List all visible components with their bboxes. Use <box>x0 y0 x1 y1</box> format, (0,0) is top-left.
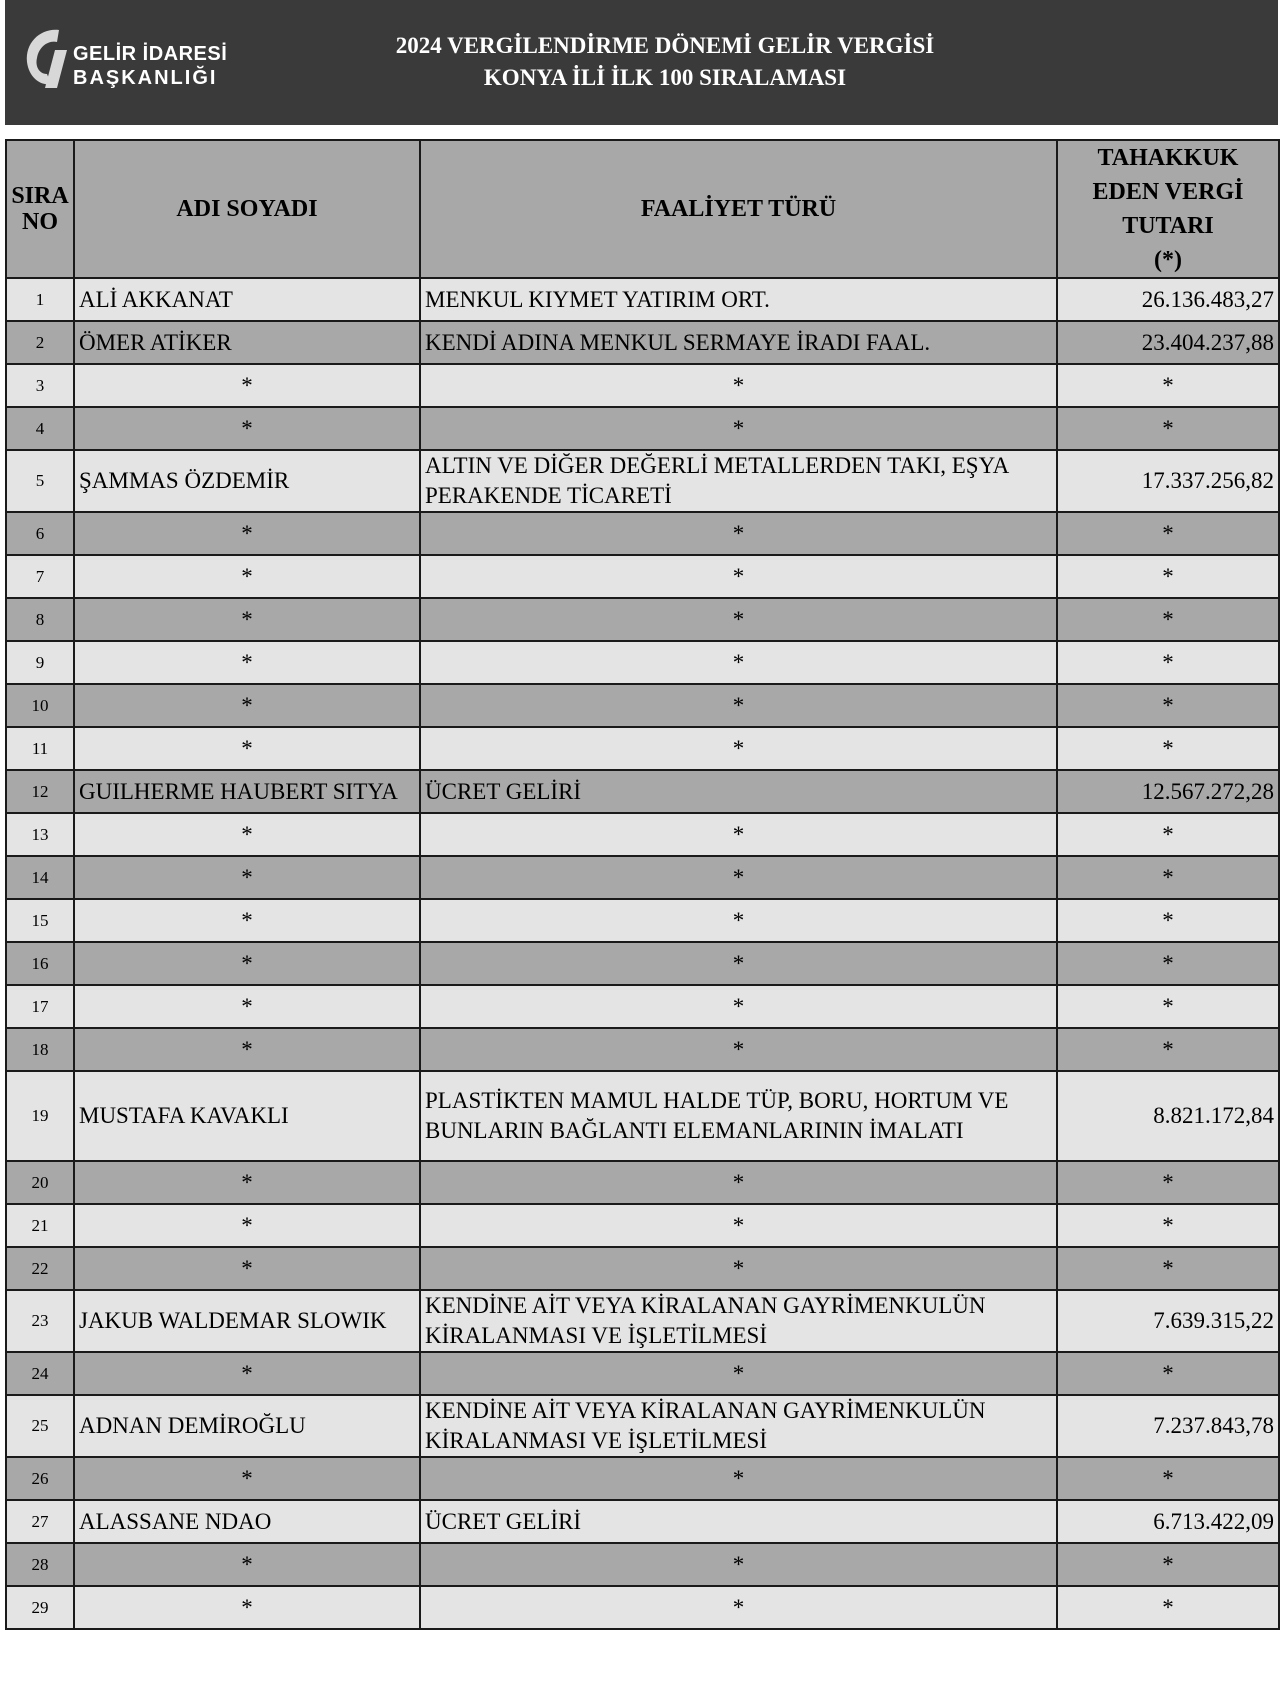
table-row <box>6 555 1279 598</box>
table-row <box>6 899 1279 942</box>
table-row <box>6 856 1279 899</box>
activity-cell: * <box>420 899 1057 942</box>
amount-cell: * <box>1057 641 1279 684</box>
rank-cell: 13 <box>6 813 74 856</box>
table-row <box>6 1247 1279 1290</box>
table-row <box>6 1457 1279 1500</box>
column-header-amount <box>1057 140 1279 278</box>
activity-cell: * <box>420 942 1057 985</box>
table-row <box>6 450 1279 512</box>
table-row <box>6 684 1279 727</box>
page-title <box>305 30 1025 94</box>
name-cell: * <box>74 942 420 985</box>
table-row <box>6 1543 1279 1586</box>
table-row <box>6 985 1279 1028</box>
activity-cell: * <box>420 555 1057 598</box>
amount-cell: * <box>1057 555 1279 598</box>
activity-cell: KENDİNE AİT VEYA KİRALANAN GAYRİMENKULÜN KİRALANMASI VE İŞLETİLMESİ <box>420 1290 1057 1352</box>
column-header-amount-line-4: (*) <box>1154 247 1182 273</box>
rank-cell: 17 <box>6 985 74 1028</box>
activity-cell: * <box>420 407 1057 450</box>
activity-cell: KENDİ ADINA MENKUL SERMAYE İRADI FAAL. <box>420 321 1057 364</box>
amount-cell: * <box>1057 1028 1279 1071</box>
activity-cell: MENKUL KIYMET YATIRIM ORT. <box>420 278 1057 321</box>
activity-cell: * <box>420 1247 1057 1290</box>
name-cell: * <box>74 1247 420 1290</box>
amount-cell: * <box>1057 1247 1279 1290</box>
activity-cell: * <box>420 1586 1057 1629</box>
rank-cell: 11 <box>6 727 74 770</box>
table-row <box>6 727 1279 770</box>
rank-cell: 29 <box>6 1586 74 1629</box>
activity-cell: * <box>420 1543 1057 1586</box>
table-row <box>6 1071 1279 1161</box>
name-cell: * <box>74 598 420 641</box>
table-row <box>6 407 1279 450</box>
amount-cell: * <box>1057 1352 1279 1395</box>
rank-cell: 10 <box>6 684 74 727</box>
rank-cell: 7 <box>6 555 74 598</box>
name-cell: ALASSANE NDAO <box>74 1500 420 1543</box>
table-row <box>6 641 1279 684</box>
amount-cell: * <box>1057 1543 1279 1586</box>
rank-cell: 25 <box>6 1395 74 1457</box>
table-row <box>6 512 1279 555</box>
column-header-no-line-2: NO <box>22 209 58 235</box>
amount-cell: * <box>1057 407 1279 450</box>
table-body <box>6 278 1279 1629</box>
activity-cell: ÜCRET GELİRİ <box>420 1500 1057 1543</box>
name-cell: ADNAN DEMİROĞLU <box>74 1395 420 1457</box>
rank-cell: 28 <box>6 1543 74 1586</box>
amount-cell: * <box>1057 364 1279 407</box>
amount-cell: * <box>1057 512 1279 555</box>
activity-cell: * <box>420 985 1057 1028</box>
table-header-row <box>6 140 1279 278</box>
rank-cell: 14 <box>6 856 74 899</box>
column-header-name: ADI SOYADI <box>74 140 420 278</box>
rank-cell: 9 <box>6 641 74 684</box>
column-header-no <box>6 140 74 278</box>
table-row <box>6 1028 1279 1071</box>
logo-line-1: GELİR İDARESİ <box>73 43 228 65</box>
gib-logo <box>21 26 228 96</box>
rank-cell: 26 <box>6 1457 74 1500</box>
table-row <box>6 1352 1279 1395</box>
amount-cell: 26.136.483,27 <box>1057 278 1279 321</box>
amount-cell: * <box>1057 985 1279 1028</box>
amount-cell: * <box>1057 727 1279 770</box>
name-cell: MUSTAFA KAVAKLI <box>74 1071 420 1161</box>
name-cell: * <box>74 407 420 450</box>
name-cell: * <box>74 1028 420 1071</box>
rank-cell: 2 <box>6 321 74 364</box>
name-cell: * <box>74 856 420 899</box>
title-line-1: 2024 VERGİLENDİRME DÖNEMİ GELİR VERGİSİ <box>395 33 935 58</box>
name-cell: * <box>74 1586 420 1629</box>
rank-cell: 6 <box>6 512 74 555</box>
activity-cell: * <box>420 813 1057 856</box>
amount-cell: * <box>1057 684 1279 727</box>
name-cell: * <box>74 727 420 770</box>
amount-cell: * <box>1057 813 1279 856</box>
table-row <box>6 1500 1279 1543</box>
rank-cell: 5 <box>6 450 74 512</box>
amount-cell: * <box>1057 1161 1279 1204</box>
name-cell: ÖMER ATİKER <box>74 321 420 364</box>
amount-cell: * <box>1057 899 1279 942</box>
activity-cell: * <box>420 364 1057 407</box>
table-row <box>6 813 1279 856</box>
rank-cell: 4 <box>6 407 74 450</box>
table-row <box>6 278 1279 321</box>
table-row <box>6 770 1279 813</box>
name-cell: * <box>74 1204 420 1247</box>
table-row <box>6 1395 1279 1457</box>
column-header-activity: FAALİYET TÜRÜ <box>420 140 1057 278</box>
activity-cell: * <box>420 1161 1057 1204</box>
table-row <box>6 1586 1279 1629</box>
activity-cell: * <box>420 856 1057 899</box>
activity-cell: * <box>420 641 1057 684</box>
amount-cell: 6.713.422,09 <box>1057 1500 1279 1543</box>
rank-cell: 27 <box>6 1500 74 1543</box>
amount-cell: * <box>1057 1204 1279 1247</box>
rank-cell: 16 <box>6 942 74 985</box>
rank-cell: 15 <box>6 899 74 942</box>
table-row <box>6 1290 1279 1352</box>
activity-cell: * <box>420 1204 1057 1247</box>
name-cell: JAKUB WALDEMAR SLOWIK <box>74 1290 420 1352</box>
name-cell: * <box>74 364 420 407</box>
page-header <box>5 0 1278 125</box>
rank-cell: 3 <box>6 364 74 407</box>
activity-cell: * <box>420 1457 1057 1500</box>
activity-cell: PLASTİKTEN MAMUL HALDE TÜP, BORU, HORTUM VE BUNLARIN BAĞLANTI ELEMANLARININ İMALATI <box>420 1071 1057 1161</box>
amount-cell: 17.337.256,82 <box>1057 450 1279 512</box>
name-cell: * <box>74 985 420 1028</box>
name-cell: * <box>74 1457 420 1500</box>
rank-cell: 12 <box>6 770 74 813</box>
activity-cell: * <box>420 684 1057 727</box>
table-row <box>6 598 1279 641</box>
rank-cell: 1 <box>6 278 74 321</box>
name-cell: * <box>74 1352 420 1395</box>
table-row <box>6 942 1279 985</box>
rank-cell: 21 <box>6 1204 74 1247</box>
activity-cell: * <box>420 1352 1057 1395</box>
activity-cell: * <box>420 727 1057 770</box>
name-cell: * <box>74 899 420 942</box>
name-cell: ALİ AKKANAT <box>74 278 420 321</box>
rank-cell: 22 <box>6 1247 74 1290</box>
amount-cell: * <box>1057 856 1279 899</box>
rank-cell: 18 <box>6 1028 74 1071</box>
rank-cell: 24 <box>6 1352 74 1395</box>
amount-cell: * <box>1057 942 1279 985</box>
amount-cell: 12.567.272,28 <box>1057 770 1279 813</box>
activity-cell: * <box>420 512 1057 555</box>
column-header-no-line-1: SIRA <box>11 183 69 209</box>
activity-cell: ALTIN VE DİĞER DEĞERLİ METALLERDEN TAKI, EŞYA PERAKENDE TİCARETİ <box>420 450 1057 512</box>
column-header-amount-line-3: TUTARI <box>1122 213 1214 239</box>
activity-cell: KENDİNE AİT VEYA KİRALANAN GAYRİMENKULÜN KİRALANMASI VE İŞLETİLMESİ <box>420 1395 1057 1457</box>
logo-line-2: BAŞKANLIĞI <box>73 67 218 89</box>
amount-cell: * <box>1057 598 1279 641</box>
name-cell: * <box>74 813 420 856</box>
amount-cell: 7.639.315,22 <box>1057 1290 1279 1352</box>
name-cell: ŞAMMAS ÖZDEMİR <box>74 450 420 512</box>
title-line-2: KONYA İLİ İLK 100 SIRALAMASI <box>483 65 847 90</box>
amount-cell: 7.237.843,78 <box>1057 1395 1279 1457</box>
activity-cell: * <box>420 598 1057 641</box>
ranking-table <box>5 139 1280 1630</box>
amount-cell: 8.821.172,84 <box>1057 1071 1279 1161</box>
name-cell: * <box>74 555 420 598</box>
activity-cell: ÜCRET GELİRİ <box>420 770 1057 813</box>
activity-cell: * <box>420 1028 1057 1071</box>
rank-cell: 19 <box>6 1071 74 1161</box>
name-cell: * <box>74 1543 420 1586</box>
table-row <box>6 1204 1279 1247</box>
table-row <box>6 1161 1279 1204</box>
rank-cell: 23 <box>6 1290 74 1352</box>
name-cell: * <box>74 684 420 727</box>
column-header-amount-line-2: EDEN VERGİ <box>1092 179 1244 205</box>
column-header-amount-line-1: TAHAKKUK <box>1097 145 1239 171</box>
amount-cell: * <box>1057 1457 1279 1500</box>
table-row <box>6 364 1279 407</box>
gib-logo-icon <box>21 26 77 90</box>
name-cell: * <box>74 641 420 684</box>
rank-cell: 20 <box>6 1161 74 1204</box>
rank-cell: 8 <box>6 598 74 641</box>
name-cell: * <box>74 1161 420 1204</box>
amount-cell: * <box>1057 1586 1279 1629</box>
name-cell: * <box>74 512 420 555</box>
amount-cell: 23.404.237,88 <box>1057 321 1279 364</box>
name-cell: GUILHERME HAUBERT SITYA <box>74 770 420 813</box>
table-row <box>6 321 1279 364</box>
